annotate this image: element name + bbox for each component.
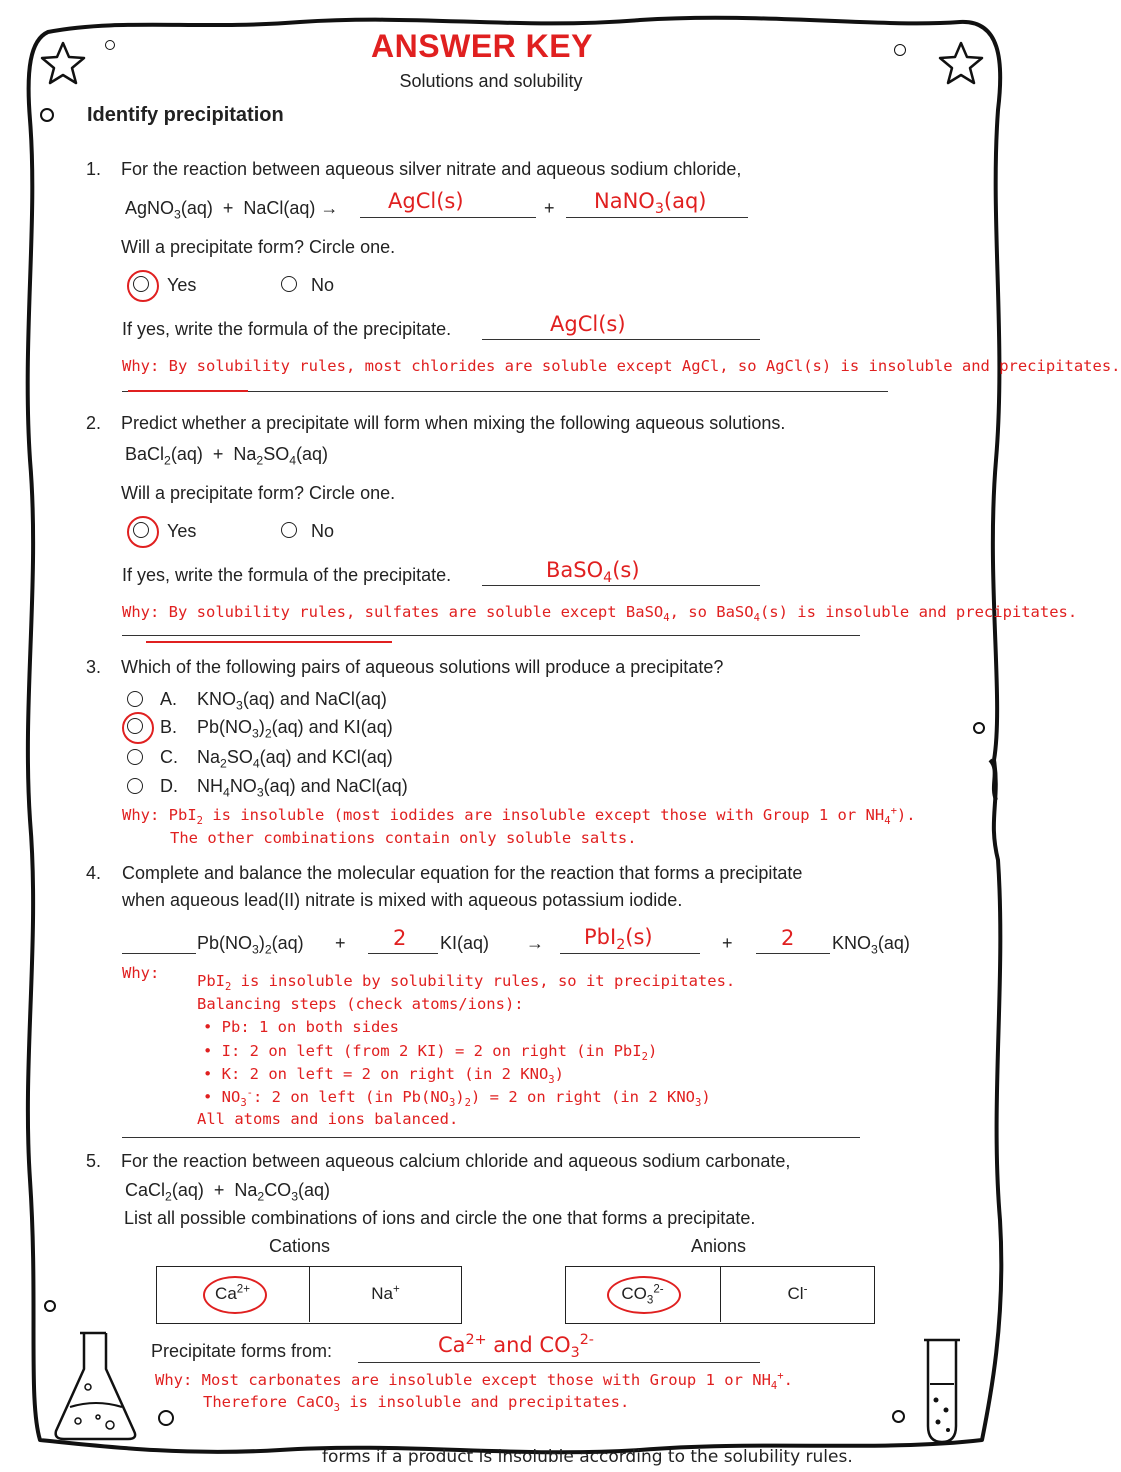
q1-formula-prompt: If yes, write the formula of the precipitate.	[122, 319, 452, 339]
q3-option-a-letter: A.	[160, 689, 178, 709]
q3-option-a-radio[interactable]	[127, 691, 143, 707]
q4-why-line-4: • I: 2 on left (from 2 KI) = 2 on right (in PbI$_2$)	[203, 1042, 658, 1064]
q4-coef-2-line	[368, 953, 438, 954]
q4-plus-2: +	[722, 933, 733, 953]
q1-prompt: For the reaction between aqueous silver nitrate and aqueous sodium chloride,	[121, 159, 742, 179]
q4-why-line-1: PbI$_2$ is insoluble by solubility rules, so it precipitates.	[197, 972, 736, 994]
q3-option-c-letter: C.	[160, 747, 178, 767]
q5-equation: CaCl$_2$(aq) + $Na_2CO_3(aq)$	[125, 1180, 331, 1204]
q4-reactant-1: $Pb(NO_3)_2(aq)$	[197, 933, 304, 957]
decor-circle	[158, 1410, 174, 1426]
q1-yes-radio[interactable]	[133, 276, 149, 292]
q3-option-d-letter: D.	[160, 776, 178, 796]
q5-anions-label: Anions	[691, 1236, 747, 1256]
q3-option-b-text: $Pb(NO_3)_2(aq)$ and KI(aq)	[197, 717, 393, 741]
q3-option-b-radio[interactable]	[127, 718, 143, 734]
q4-why-line-2: Balancing steps (check atoms/ions):	[197, 995, 524, 1013]
q1-why: Why: By solubility rules, most chlorides are soluble except AgCl, so AgCl(s) is insoluble and precipitates.	[122, 357, 1121, 375]
q1-answer-line-1	[360, 217, 536, 218]
q4-coef-4-line	[756, 953, 830, 954]
q3-option-c-radio[interactable]	[127, 749, 143, 765]
q1-why-redline	[128, 390, 248, 392]
q4-why-line-7: All atoms and ions balanced.	[197, 1110, 459, 1128]
q2-formula-answer[interactable]: BaSO$_4$(s)	[546, 558, 640, 587]
q4-reactant-2: KI(aq)	[440, 933, 490, 953]
q5-precip-line	[358, 1362, 760, 1363]
page-subtitle: Solutions and solubility	[399, 71, 583, 91]
q1-formula-answer[interactable]: AgCl(s)	[550, 312, 626, 336]
q3-prompt: Which of the following pairs of aqueous solutions will produce a precipitate?	[121, 657, 724, 677]
q2-formula-prompt: If yes, write the formula of the precipitate.	[122, 565, 452, 585]
q2-why-redline	[146, 641, 392, 643]
q4-coef-2[interactable]: 2	[393, 926, 407, 950]
decor-circle	[44, 1300, 56, 1312]
cation-ca[interactable]: $Ca^{2+}$	[215, 1283, 250, 1303]
q3-why-1: Why: PbI$_2$ is insoluble (most iodides are insoluble except those with Group 1 or $NH_4^+$).	[122, 804, 916, 828]
q1-answer-1[interactable]: AgCl(s)	[388, 189, 464, 213]
q3-number: 3.	[86, 657, 102, 677]
q2-yes-label: Yes	[167, 521, 197, 541]
q1-no-radio[interactable]	[281, 276, 297, 292]
anion-co3[interactable]: $CO_3^{2-}$	[621, 1283, 664, 1307]
q1-no-label: No	[311, 275, 335, 295]
q4-why-label: Why:	[122, 964, 160, 982]
q3-option-c-text: $Na_2SO_4(aq)$ and KCl(aq)	[197, 747, 393, 771]
q4-number: 4.	[86, 863, 102, 883]
q2-number: 2.	[86, 413, 102, 433]
q4-arrow: →	[526, 933, 544, 953]
q4-prompt-1: Complete and balance the molecular equation for the reaction that forms a precipitate	[122, 863, 803, 883]
q4-prompt-2: when aqueous lead(II) nitrate is mixed with aqueous potassium iodide.	[122, 890, 683, 910]
q5-cations-label: Cations	[269, 1236, 331, 1256]
q3-why-2: The other combinations contain only soluble salts.	[170, 829, 637, 847]
q4-why-divider	[122, 1137, 860, 1138]
q2-prompt: Predict whether a precipitate will form when mixing the following aqueous solutions.	[121, 413, 786, 433]
section-heading: Identify precipitation	[87, 104, 284, 126]
q5-precip-prompt: Precipitate forms from:	[151, 1341, 333, 1361]
q4-coef-4[interactable]: 2	[781, 926, 795, 950]
q1-circle-prompt: Will a precipitate form? Circle one.	[121, 237, 396, 257]
test-tube-icon	[912, 1330, 972, 1450]
q4-plus-1: +	[335, 933, 346, 953]
footer-note: forms if a product is insoluble according to the solubility rules.	[322, 1447, 853, 1467]
cation-na[interactable]: Na+	[371, 1283, 400, 1303]
decor-circle	[973, 722, 985, 734]
q1-answer-2[interactable]: NaNO$_3$(aq)	[594, 189, 707, 218]
q4-product-1-line	[560, 953, 700, 954]
q2-circle-prompt: Will a precipitate form? Circle one.	[121, 483, 396, 503]
decor-circle	[892, 1410, 905, 1423]
decor-circle	[40, 108, 54, 122]
q1-formula-line	[482, 339, 760, 340]
q1-plus: +	[544, 198, 555, 218]
page-title: ANSWER KEY	[371, 28, 593, 64]
q4-product-2: $KNO_3(aq)$	[832, 933, 910, 957]
q5-precip-answer[interactable]: $Ca^{2+}$ and $CO_3^{2-}$	[438, 1332, 594, 1362]
q3-option-b-letter: B.	[160, 717, 178, 737]
q2-why: Why: By solubility rules, sulfates are soluble except BaSO$_4$, so BaSO$_4$(s) is insoluble and precipitates.	[122, 603, 1078, 625]
q5-why-1: Why: Most carbonates are insoluble except those with Group 1 or $NH_4^+$.	[155, 1369, 793, 1393]
q5-number: 5.	[86, 1151, 102, 1171]
q3-option-a-text: $KNO_3(aq)$ and NaCl(aq)	[197, 689, 387, 713]
q4-product-1[interactable]: PbI$_2$(s)	[584, 925, 653, 954]
q1-yes-label: Yes	[167, 275, 197, 295]
anion-cl[interactable]: Cl-	[787, 1283, 808, 1303]
q2-yes-radio[interactable]	[133, 522, 149, 538]
q5-why-2: Therefore CaCO$_3$ is insoluble and precipitates.	[203, 1393, 630, 1415]
flask-icon	[48, 1325, 148, 1445]
q2-why-line	[122, 635, 860, 636]
q3-option-d-text: $NH_4NO_3(aq)$ and NaCl(aq)	[197, 776, 408, 800]
q2-no-radio[interactable]	[281, 522, 297, 538]
q5-list-prompt: List all possible combinations of ions and circle the one that forms a precipitate.	[124, 1208, 756, 1228]
q1-number: 1.	[86, 159, 102, 179]
q2-formula-line	[482, 585, 760, 586]
q4-coef-1-line	[122, 953, 196, 954]
q4-why-line-3: • Pb: 1 on both sides	[203, 1018, 399, 1036]
q3-option-d-radio[interactable]	[127, 778, 143, 794]
q1-equation-left: AgNO$_3$(aq) + NaCl(aq) →	[125, 198, 339, 222]
q4-why-line-6: • $NO_3^-$: 2 on left (in $Pb(NO_3)_2) = 2$ on right (in 2 $KNO_3$)	[203, 1086, 711, 1110]
q2-equation: BaCl$_2$(aq) + $Na_2SO_4(aq)$	[125, 444, 329, 468]
q4-why-line-5: • K: 2 on left = 2 on right (in 2 $KNO_3$)	[203, 1065, 564, 1087]
q5-prompt: For the reaction between aqueous calcium chloride and aqueous sodium carbonate,	[121, 1151, 791, 1171]
q2-no-label: No	[311, 521, 335, 541]
